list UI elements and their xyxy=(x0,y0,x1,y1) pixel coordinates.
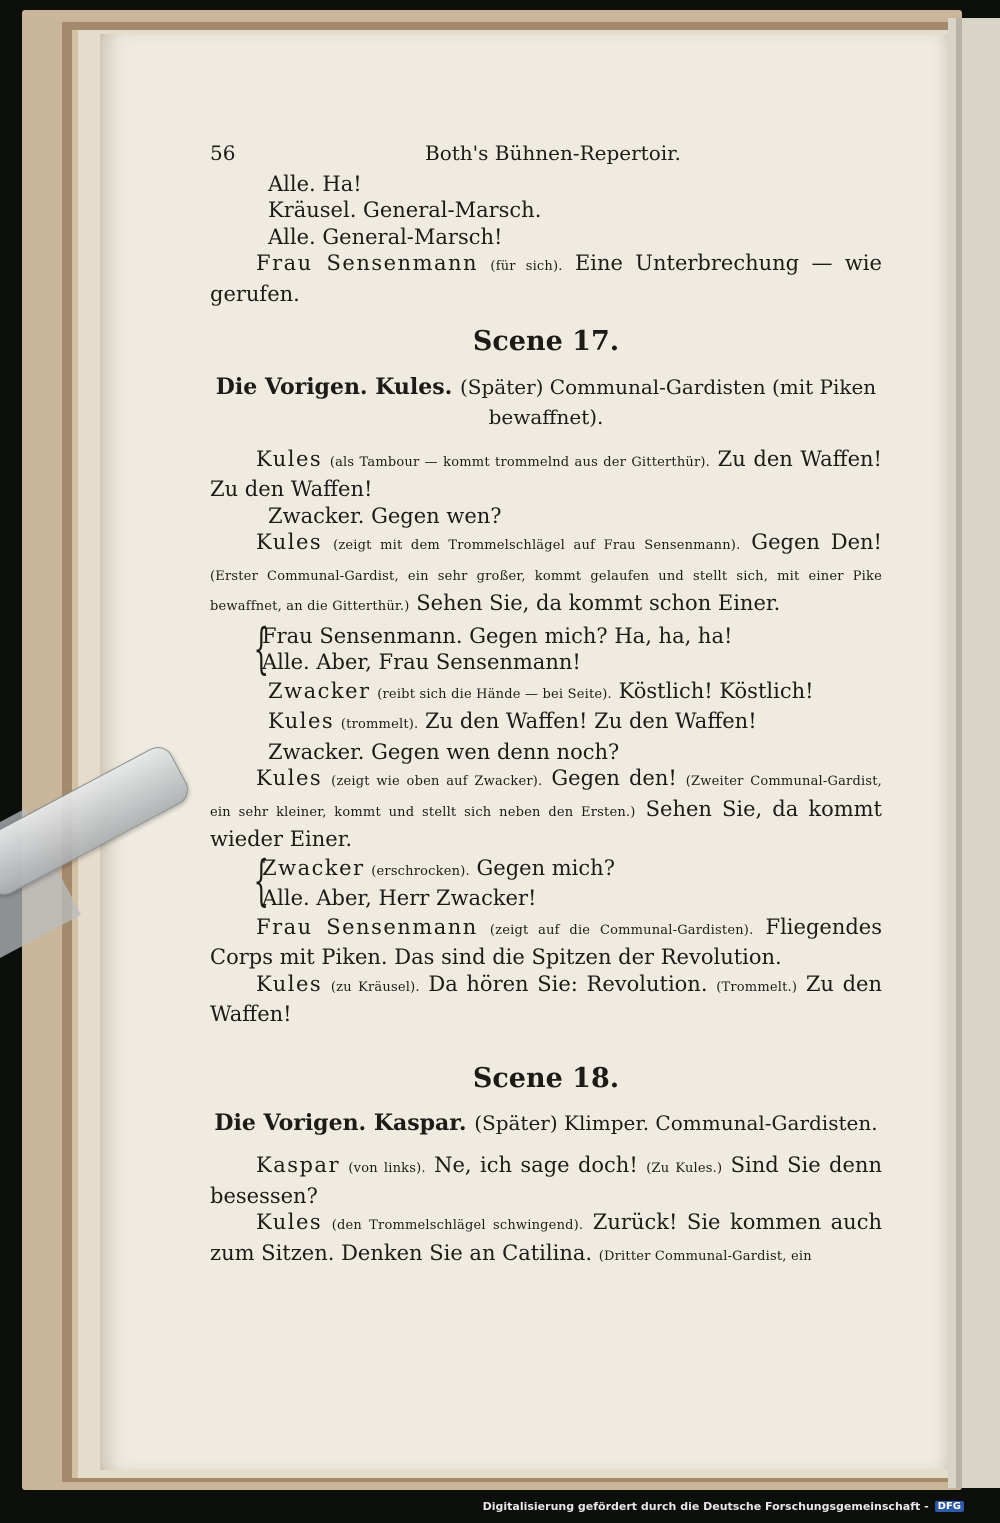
dialogue-line xyxy=(210,678,882,709)
stage-direction: (trommelt). xyxy=(340,717,419,732)
speech: Sehen Sie, da kommt wieder Einer. xyxy=(210,796,882,851)
page-number: 56 xyxy=(210,141,236,165)
dialogue-line: Kräusel. General-Marsch. xyxy=(268,198,542,222)
stage-direction: (zu Kräusel). xyxy=(330,979,420,995)
scene-heading: Scene 17. xyxy=(472,326,620,357)
dialogue-line xyxy=(210,765,882,853)
dialogue-line xyxy=(210,708,882,739)
dialogue-line xyxy=(210,250,882,307)
scene-heading: Scene 18. xyxy=(472,1062,620,1094)
stage-direction: (Dritter Communal-Gardist, ein xyxy=(598,1248,812,1264)
stage-direction: (zeigt mit dem Trommelschlägel auf Frau Sensenmann). xyxy=(333,538,741,553)
speaker: Kules xyxy=(256,1210,323,1234)
cast-main: Die Vorigen. Kaspar. xyxy=(214,1110,467,1136)
dialogue-line: Alle. Aber, Frau Sensenmann! xyxy=(262,650,581,674)
brace-mark: { xyxy=(253,848,269,912)
dialogue-line: Frau Sensenmann. Gegen mich? Ha, ha, ha! xyxy=(262,623,733,648)
dialogue-line xyxy=(210,1209,882,1270)
stage-direction: (von links). xyxy=(348,1161,426,1176)
brace-mark: { xyxy=(253,616,269,680)
speech: Zurück! Sie kommen auch zum Sitzen. Denken Sie an Catilina. xyxy=(210,1210,882,1265)
simultaneous-lines xyxy=(210,616,882,680)
stage-direction: (als Tambour — kommt trommelnd aus der Gitterthür). xyxy=(329,454,711,470)
speaker: Kules xyxy=(256,766,323,790)
speech: Gegen Den! xyxy=(751,530,882,554)
cast-main: Die Vorigen. Kules. xyxy=(215,373,453,400)
speaker: Zwacker xyxy=(262,855,365,880)
running-head xyxy=(210,140,882,167)
speaker: Kules xyxy=(256,971,323,996)
page-crease xyxy=(956,18,962,1488)
speech: Ne, ich sage doch! xyxy=(434,1153,638,1177)
stage-direction: (erschrocken). xyxy=(371,863,470,879)
speaker: Kules xyxy=(268,709,335,733)
cast-rest: (Später) Communal-Gardisten (mit Piken bewaffnet). xyxy=(459,374,877,429)
cast-list xyxy=(210,1108,882,1138)
stage-direction: (Erster Communal-Gardist, ein sehr großer, kommt gelaufen und stellt sich, mit einer Pike bewaffnet, an die Gitterthür.) xyxy=(210,568,882,614)
speaker: Kaspar xyxy=(256,1153,340,1177)
dialogue-line xyxy=(210,1152,882,1209)
speaker: Kules xyxy=(256,446,323,471)
stage-direction: (Trommelt.) xyxy=(716,979,798,995)
dialogue-line: Zwacker. Gegen wen denn noch? xyxy=(268,739,620,764)
speech: Sind Sie denn besessen? xyxy=(210,1153,882,1208)
running-title: Both's Bühnen-Repertoir. xyxy=(425,141,681,165)
stage-direction: (Zweiter Communal-Gardist, ein sehr kleiner, kommt und stellt sich neben den Ersten.) xyxy=(210,774,882,820)
cast-list xyxy=(210,372,882,432)
speaker: Kules xyxy=(256,530,323,554)
stage-direction: (den Trommelschlägel schwingend). xyxy=(331,1218,584,1233)
dialogue-line xyxy=(210,914,882,971)
dfg-logo: DFG xyxy=(935,1501,964,1512)
stage-direction: (reibt sich die Hände — bei Seite). xyxy=(377,686,612,702)
speaker: Zwacker xyxy=(268,678,371,703)
simultaneous-lines xyxy=(210,848,882,912)
cast-rest: (Später) Klimper. Communal-Gardisten. xyxy=(474,1111,878,1135)
dialogue-line xyxy=(210,971,882,1028)
facing-page-edge xyxy=(948,18,1000,1488)
speech: Gegen den! xyxy=(551,766,677,790)
speech: Da hören Sie: Revolution. xyxy=(428,971,708,996)
stage-direction: (Zu Kules.) xyxy=(646,1161,723,1176)
speech: Zu den Waffen! xyxy=(210,971,882,1026)
speech: Sehen Sie, da kommt schon Einer. xyxy=(416,591,781,615)
speaker: Frau Sensenmann xyxy=(256,251,479,275)
dialogue-line xyxy=(210,446,882,503)
speech: Eine Unterbrechung — wie gerufen. xyxy=(210,251,882,306)
stage-direction: (zeigt wie oben auf Zwacker). xyxy=(331,774,543,789)
speech: Zu den Waffen! Zu den Waffen! xyxy=(425,709,757,733)
dialogue-line: Alle. Ha! xyxy=(268,171,362,196)
speech: Fliegendes Corps mit Piken. Das sind die Spitzen der Revolution. xyxy=(210,914,882,969)
dialogue-line: Zwacker. Gegen wen? xyxy=(268,503,502,528)
speech: Zu den Waffen! Zu den Waffen! xyxy=(210,446,882,501)
page-text xyxy=(210,140,882,1270)
stage-direction: (zeigt auf die Communal-Gardisten). xyxy=(489,922,754,938)
credit-text: Digitalisierung gefördert durch die Deutsche Forschungsgemeinschaft - xyxy=(482,1500,929,1513)
speech: Gegen mich? xyxy=(476,855,615,880)
dialogue-line: Alle. General-Marsch! xyxy=(268,224,503,249)
dialogue-line: Alle. Aber, Herr Zwacker! xyxy=(262,886,537,910)
speech: Köstlich! Köstlich! xyxy=(618,678,814,703)
dialogue-line xyxy=(210,529,882,621)
footer-credit xyxy=(483,1500,964,1513)
dialogue-line xyxy=(262,855,882,886)
stage-direction: (für sich). xyxy=(490,259,563,274)
speaker: Frau Sensenmann xyxy=(256,914,478,939)
